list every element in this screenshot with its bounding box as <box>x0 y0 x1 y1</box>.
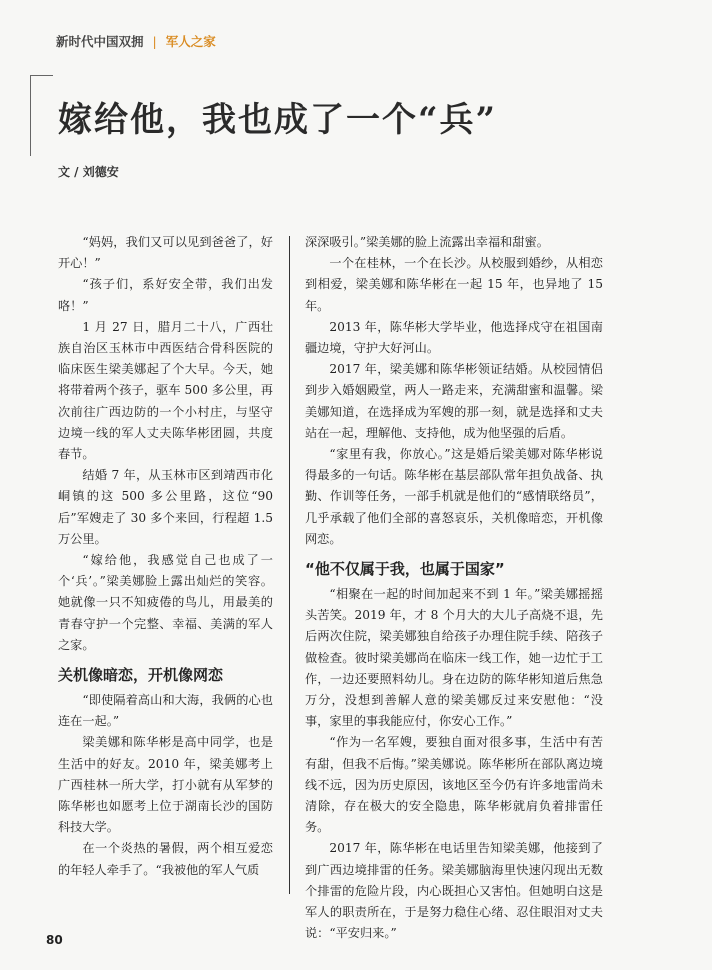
paragraph: “孩子们，系好安全带，我们出发咯！” <box>58 277 273 313</box>
article-title: 嫁给他，我也成了一个“兵” <box>58 100 498 140</box>
magazine-name: 新时代中国双拥 <box>56 34 144 49</box>
paragraph: 2017 年，陈华彬在电话里告知梁美娜，他接到了到广西边境排雷的任务。梁美娜脑海里快速闪现出无数个排雷的危险片段，内心既担心又害怕。但她明白这是军人的职责所在，于是努力稳住心绪、忍住眼泪对丈夫说：“平安归来。” <box>305 841 603 941</box>
section-heading: “他不仅属于我，也属于国家” <box>305 560 505 579</box>
paragraph: 1 月 27 日，腊月二十八，广西壮族自治区玉林市中西医结合骨科医院的临床医生梁美娜起了个大早。今天，她将带着两个孩子，驱车 500 多公里，再次前往广西边防的一个小村庄，与坚守边境一线的军人丈夫陈华彬团圆，共度春节。 <box>58 319 273 462</box>
paragraph: “家里有我，你放心。”这是婚后梁美娜对陈华彬说得最多的一句话。陈华彬在基层部队常年担负战备、执勤、作训等任务，一部手机就是他们的“感情联络员”，几乎承载了他们全部的喜怒哀乐，关机像暗恋，开机像网恋。 <box>305 447 603 546</box>
paragraph: 2017 年，梁美娜和陈华彬领证结婚。从校园情侣到步入婚姻殿堂，两人一路走来，充满甜蜜和温馨。梁美娜知道，在选择成为军嫂的那一刻，就是选择和丈夫站在一起，理解他、支持他，成为他坚强的后盾。 <box>305 362 603 440</box>
article-byline: 文 / 刘德安 <box>58 165 119 179</box>
section-heading: 关机像暗恋，开机像网恋 <box>58 666 224 685</box>
paragraph: 2013 年，陈华彬大学毕业，他选择戍守在祖国南疆边境，守护大好河山。 <box>305 319 603 356</box>
title-bracket-decoration <box>30 75 53 156</box>
paragraph: 一个在桂林，一个在长沙。从校服到婚纱，从相恋到相爱，梁美娜和陈华彬在一起 15 年，也异地了 15 年。 <box>305 256 603 313</box>
paragraph: 在一个炎热的暑假，两个相互爱恋的年轻人牵手了。“我被他的军人气质 <box>58 841 273 877</box>
column-divider <box>289 236 290 894</box>
header-separator: | <box>152 34 157 49</box>
paragraph: “妈妈，我们又可以见到爸爸了，好开心！” <box>58 235 273 271</box>
page-number: 80 <box>46 933 63 947</box>
paragraph: “作为一名军嫂，要独自面对很多事，生活中有苦有甜，但我不后悔。”梁美娜说。陈华彬所在部队离边境线不远，因为历史原因，该地区至今仍有许多地雷尚未清除，存在极大的安全隐患，陈华彬就肩负着排雷任务。 <box>305 735 603 835</box>
left-column <box>58 232 273 881</box>
section-name: 军人之家 <box>165 34 216 49</box>
paragraph: 梁美娜和陈华彬是高中同学，也是生活中的好友。2010 年，梁美娜考上广西桂林一所大学，打小就有从军梦的陈华彬也如愿考上位于湖南长沙的国防科技大学。 <box>58 735 273 835</box>
right-column <box>305 232 603 945</box>
paragraph: “即使隔着高山和大海，我俩的心也连在一起。” <box>58 693 273 729</box>
paragraph: “相聚在一起的时间加起来不到 1 年。”梁美娜摇摇头苦笑。2019 年，才 8 个月大的大儿子高烧不退，先后两次住院，梁美娜独自给孩子办理住院手续、陪孩子做检查。彼时梁美娜尚在临床一线工作，她一边忙于工作，一边还要照料幼儿。身在边防的陈华彬知道后焦急万分，没想到善解人意的梁美娜反过来安慰他：“没事，家里的事我能应付，你安心工作。” <box>305 587 603 729</box>
running-header <box>56 32 216 50</box>
paragraph-continuation: 深深吸引。”梁美娜的脸上流露出幸福和甜蜜。 <box>305 235 549 249</box>
paragraph: 结婚 7 年，从玉林市区到靖西市化峒镇的这 500 多公里路，这位“90 后”军嫂走了 30 多个来回，行程超 1.5 万公里。 <box>58 468 273 546</box>
paragraph: “嫁给他，我感觉自己也成了一个‘兵’。”梁美娜脸上露出灿烂的笑容。她就像一只不知疲倦的鸟儿，用最美的青春守护一个完整、幸福、美满的军人之家。 <box>58 553 273 652</box>
